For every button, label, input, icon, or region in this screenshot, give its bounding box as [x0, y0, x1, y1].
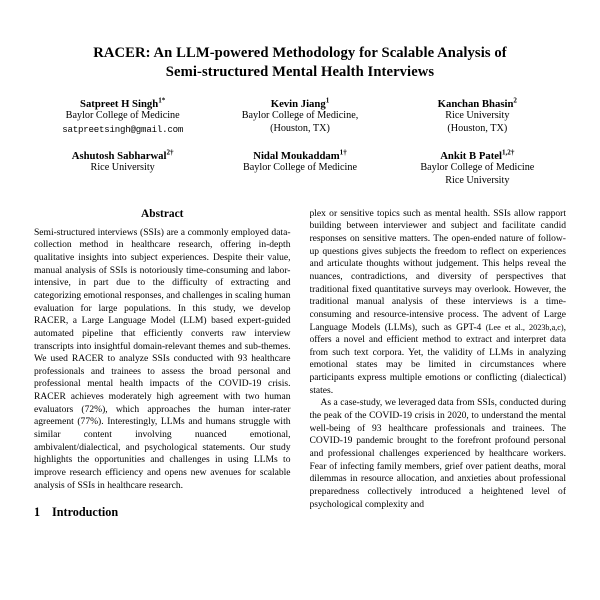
author-entry [211, 150, 388, 188]
title-line-2: Semi-structured Mental Health Interviews [165, 64, 435, 80]
author-name [34, 98, 211, 110]
citation-reference[interactable]: (Lee et al., 2023b,a,c) [485, 322, 564, 332]
author-name-text: Satpreet H Singh [80, 98, 159, 110]
author-affiliation: Baylor College of Medicine, [241, 110, 359, 122]
section-number: 1 [34, 505, 41, 520]
author-affiliation: Baylor College of Medicine [65, 110, 180, 122]
author-row [34, 98, 566, 136]
intro-paragraph-2: As a case-study, we leveraged data from SSIs, conducted during the peak of the COVID-19 crisis in 2020, to understand the mental well-being of 93 healthcare professionals and trainees. The COVID-19 pandemic brought to the forefront profound personal and professional challenges experienced by healthcare workers. Fear of infecting family members, grief over patient deaths, moral dilemmas in resource allocation, and anxieties about professional preparedness collectively introduced a heightened level of psychological complexity and [309, 397, 566, 510]
author-affiliation: Baylor College of Medicine [420, 162, 535, 174]
author-affiliation-marker: 1 [325, 96, 330, 105]
author-email[interactable]: satpreetsingh@gmail.com [62, 124, 184, 135]
page-title [44, 44, 556, 82]
left-column [34, 208, 291, 521]
author-affiliation-marker: 1,2† [501, 148, 515, 157]
author-row [34, 150, 566, 188]
body-columns [34, 208, 566, 521]
author-entry [34, 98, 211, 136]
author-affiliation-marker: 2 [513, 96, 517, 105]
author-name-text: Nidal Moukaddam [253, 150, 340, 162]
author-affiliation-secondary: Rice University [445, 175, 510, 186]
author-affiliation-marker: 1* [158, 96, 166, 105]
author-entry [389, 98, 566, 136]
intro-paragraph-1 [310, 208, 567, 398]
author-block [34, 98, 566, 188]
section-title: Introduction [52, 505, 119, 520]
author-name-text: Kanchan Bhasin [437, 98, 514, 110]
title-line-1: RACER: An LLM-powered Methodology for Scalable Analysis of [93, 45, 507, 61]
author-affiliation: Baylor College of Medicine [242, 162, 357, 174]
author-name [211, 98, 388, 110]
abstract-heading: Abstract [141, 207, 184, 220]
author-entry [211, 98, 388, 136]
author-name [389, 98, 566, 110]
right-column [310, 208, 567, 521]
author-name [34, 150, 211, 162]
author-name [389, 150, 566, 162]
author-name-text: Ashutosh Sabharwal [71, 150, 167, 162]
section-heading-introduction [34, 505, 291, 520]
author-entry [389, 150, 566, 188]
author-name [211, 150, 388, 162]
author-affiliation: Rice University [90, 162, 155, 174]
author-affiliation: Rice University [445, 110, 510, 122]
author-entry [34, 150, 211, 188]
author-affiliation-marker: 1† [339, 148, 347, 157]
author-location: (Houston, TX) [447, 123, 508, 134]
intro-para1-part1: plex or sensitive topics such as mental health. SSIs allow rapport building between interviewer and subject and facilitate candid responses on sensitive matters. The open-ended nature of follow-up questions gives subjects the freedom to reflect on experiences and articulate thoughts without judgement. This helps reveal the nuances, contradictions, and diversity of perspectives that traditional fixed quantitative surveys may overlook. However, the traditional manual analysis of these interviews is a time-consuming and resource-intensive process. The advent of Large Language Models (LLMs), such as GPT-4 [309, 207, 566, 333]
abstract-text: Semi-structured interviews (SSIs) are a commonly employed data-collection method in healthcare research, offering in-depth qualitative insights into subject experiences. Despite their value, manual analysis of SSIs is notoriously time-consuming and labor-intensive, in part due to the difficulty of extracting and categorizing emotional responses, and challenges in scaling human evaluation for large populations. In this study, we develop RACER, a Large Language Model (LLM) based expert-guided automated pipeline that efficiently converts raw interview transcripts into insightful domain-relevant themes and sub-themes. We used RACER to analyze SSIs conducted with 93 healthcare professionals and trainees to assess the broad personal and professional mental health impacts of the COVID-19 crisis. RACER achieves moderately high agreement with two human evaluators (72%), which approaches the human inter-rater agreement (77%). Interestingly, LLMs and humans struggle with similar content involving nuanced emotional, ambivalent/dialectical, and psychological statements. Our study highlights the opportunities and challenges in using LLMs to improve research efficiency and opens new avenues for scalable analysis of SSIs in healthcare research. [34, 226, 291, 491]
author-affiliation-marker: 2† [166, 148, 174, 157]
author-name-text: Kevin Jiang [270, 98, 326, 110]
intro-para1-part2: , offers a novel and efficient method to extract and interpret data from such text corpora. Yet, the validity of LLMs in analyzing emotional states may be limited in circumstances where participants express multiple emotions or conflicting (dialectical) states. [309, 321, 566, 396]
author-location: (Houston, TX) [270, 123, 330, 134]
author-name-text: Ankit B Patel [440, 150, 502, 162]
